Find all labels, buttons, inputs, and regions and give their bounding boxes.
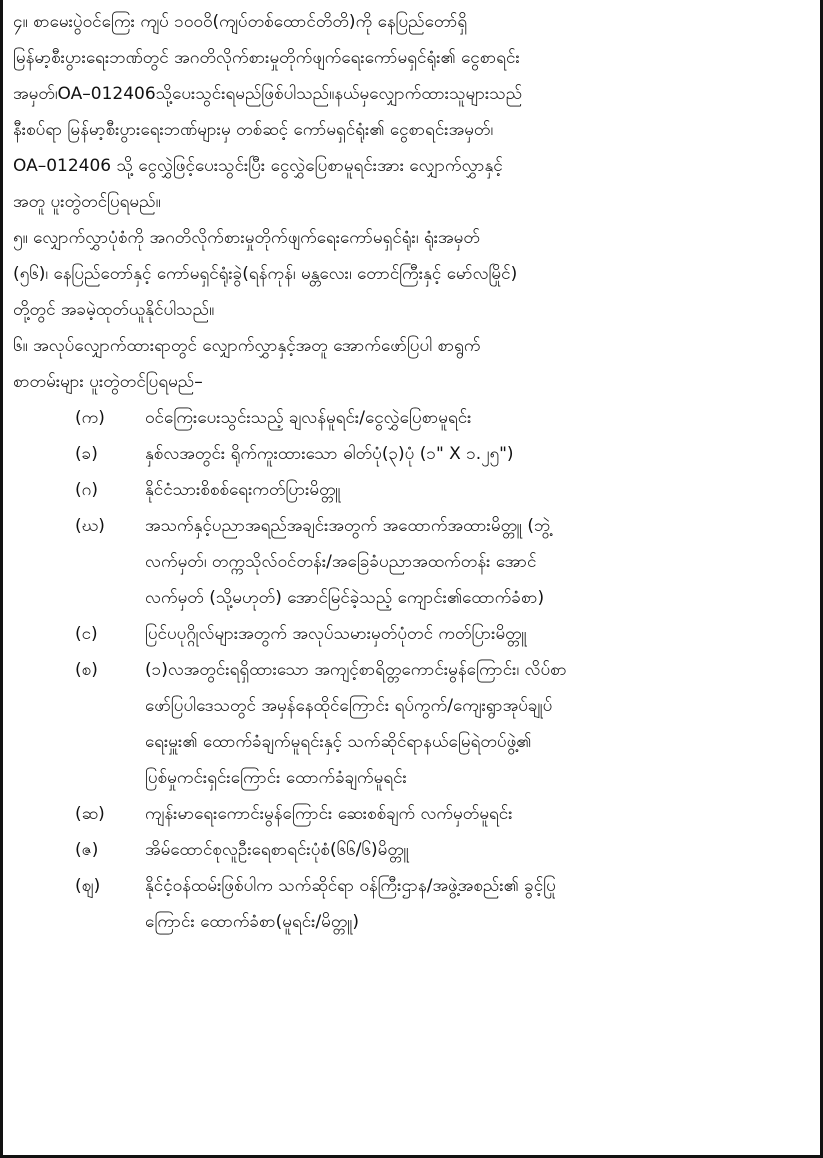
para-4-line-5: OA–012406 သို့ ငွေလွှဲဖြင့်ပေးသွင်းပြီး ငွေလွှဲပြေစာမူရင်းအား လျှောက်လွှာနှင့် [13,156,503,176]
list-item-nga [13,616,810,652]
list-item-sa [13,652,810,688]
list-item-zha [13,868,810,904]
list-item-hsa [13,796,810,832]
list-item-text: ကျန်းမာရေးကောင်းမွန်ကြောင်း ဆေးစစ်ချက် လက်မှတ်မူရင်း [145,804,513,824]
list-item-text: ပြင်ပပုဂ္ဂိုလ်များအတွက် အလုပ်သမားမှတ်ပုံတင် ကတ်ပြားမိတ္တူ [145,624,527,644]
list-item-marker: (ဆ) [75,804,105,824]
list-item-continuation: လက်မှတ်၊ တက္ကသိုလ်ဝင်တန်း/အခြေခံပညာအထက်တန်း အောင် [145,552,537,572]
list-item-text: အိမ်ထောင်စုလူဦးရေစာရင်းပုံစံ(၆၆/၆)မိတ္တူ [145,840,409,860]
list-item-text: နိုင်ငံ့ဝန်ထမ်းဖြစ်ပါက သက်ဆိုင်ရာ ဝန်ကြီးဌာန/အဖွဲ့အစည်း၏ ခွင့်ပြု [145,876,556,896]
list-item-text: နှစ်လအတွင်း ရိုက်ကူးထားသော ဓါတ်ပုံ(၃)ပုံ (၁" X ၁.၂၅") [145,444,514,464]
list-item-kha [13,436,810,472]
list-item-continuation: ဖော်ပြပါဒေသတွင် အမှန်နေထိုင်ကြောင်း ရပ်ကွက်/ကျေးရွာအုပ်ချုပ် [145,696,553,716]
list-item-text: အသက်နှင့်ပညာအရည်အချင်းအတွက် အထောက်အထားမိတ္တူ (ဘွဲ့ [145,516,551,536]
para-4-line-1: ၄။ စာမေးပွဲဝင်ကြေး ကျပ် ၁၀၀၀ိ(ကျပ်တစ်ထောင်တိတိ)ကို နေပြည်တော်ရှိ [13,12,468,32]
para-4-line-6: အတူ ပူးတွဲတင်ပြရမည်။ [13,192,161,212]
list-item-continuation: လက်မှတ် (သို့မဟုတ်) အောင်မြင်ခဲ့သည့် ကျောင်း၏ထောက်ခံစာ) [145,588,545,608]
list-item-marker: (င) [75,624,98,644]
para-5-line-1: ၅။ လျှောက်လွှာပုံစံကို အဂတိလိုက်စားမှုတိုက်ဖျက်ရေးကော်မရှင်ရုံး၊ ရုံးအမှတ် [13,228,480,248]
list-item-marker: (က) [75,408,105,428]
list-item-gha [13,508,810,544]
document-body [13,4,810,1151]
para-5-line-2: (၅၆)၊ နေပြည်တော်နှင့် ကော်မရှင်ရုံးခွဲ(ရန်ကုန်၊ မန္တလေး၊ တောင်ကြီးနှင့် မော်လမြိုင်) [13,264,518,284]
list-item-text: (၁)လအတွင်းရရှိထားသော အကျင့်စာရိတ္တကောင်းမွန်ကြောင်း၊ လိပ်စာ [145,660,567,680]
list-item-za [13,832,810,868]
list-item-marker: (ဈ) [75,876,101,896]
list-item-continuation: ကြောင်း ထောက်ခံစာ(မူရင်း/မိတ္တူ) [145,912,359,932]
list-item-marker: (ဂ) [75,480,98,500]
list-item-ka [13,400,810,436]
list-item-ga [13,472,810,508]
para-4-line-2: မြန်မာ့စီးပွားရေးဘဏ်တွင် အဂတိလိုက်စားမှုတိုက်ဖျက်ရေးကော်မရှင်ရုံး၏ ငွေစာရင်း [13,48,520,68]
para-4-line-3: အမှတ်၊OA–012406သို့ပေးသွင်းရမည်ဖြစ်ပါသည်။နယ်မှလျှောက်ထားသူများသည် [13,84,523,104]
para-4-line-4: နီးစပ်ရာ မြန်မာ့စီးပွားရေးဘဏ်များမှ တစ်ဆင့် ကော်မရှင်ရုံး၏ ငွေစာရင်းအမှတ်၊ [13,120,494,140]
list-item-marker: (စ) [75,660,98,680]
list-item-text: ဝင်ကြေးပေးသွင်းသည့် ချလန်မူရင်း/ငွေလွှဲပြေစာမူရင်း [145,408,472,428]
list-item-marker: (ဇ) [75,840,99,860]
list-item-continuation: ပြစ်မှုကင်းရှင်းကြောင်း ထောက်ခံချက်မူရင်း [145,768,407,788]
list-item-marker: (ခ) [75,444,98,464]
para-6-line-1: ၆။ အလုပ်လျှောက်ထားရာတွင် လျှောက်လွှာနှင့်အတူ အောက်ဖော်ပြပါ စာရွက် [13,336,481,356]
list-item-continuation: ရေးမှူး၏ ထောက်ခံချက်မူရင်းနှင့် သက်ဆိုင်ရာနယ်မြေရဲတပ်ဖွဲ့၏ [145,732,532,752]
para-6-line-2: စာတမ်းများ ပူးတွဲတင်ပြရမည်– [13,372,203,392]
list-item-text: နိုင်ငံသားစိစစ်ရေးကတ်ပြားမိတ္တူ [145,480,341,500]
para-5-line-3: တို့တွင် အခမဲ့ထုတ်ယူနိုင်ပါသည်။ [13,300,215,320]
list-item-marker: (ဃ) [75,516,105,536]
